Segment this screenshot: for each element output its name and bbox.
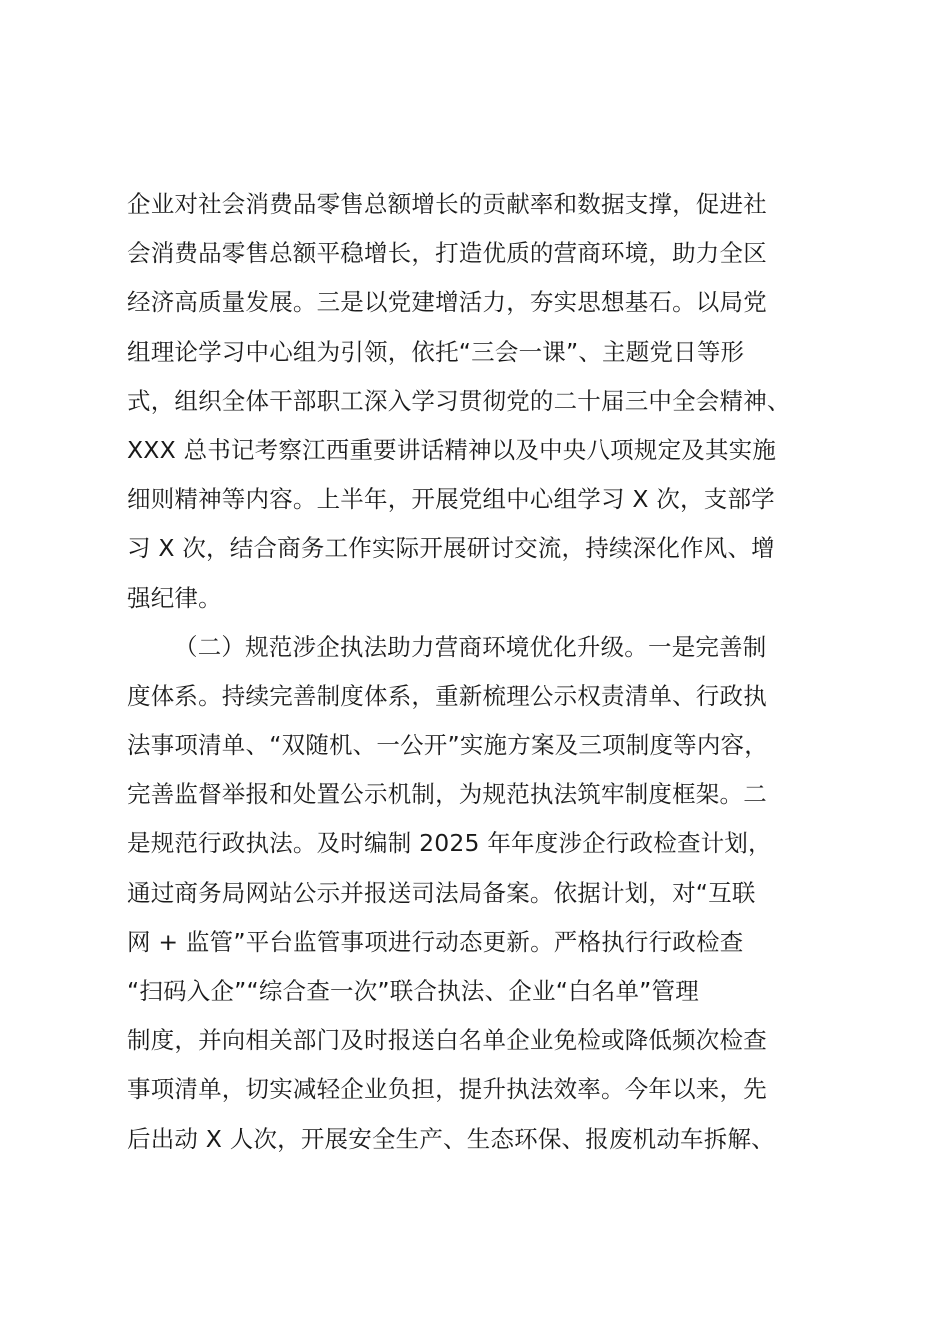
text-line: 强纪律。 bbox=[127, 583, 222, 612]
section-heading-line: （二）规范涉企执法助力营商环境优化升级。一是完善制 bbox=[174, 632, 767, 661]
text-line: 会消费品零售总额平稳增长，打造优质的营商环境，助力全区 bbox=[127, 239, 767, 268]
text-line: 组理论学习中心组为引领，依托“三会一课”、主题党日等形 bbox=[127, 337, 745, 366]
text-line: 经济高质量发展。三是以党建增活力，夯实思想基石。以局党 bbox=[127, 288, 767, 317]
text-line: “扫码入企”“综合查一次”联合执法、企业“白名单”管理 bbox=[127, 977, 699, 1005]
text-line: 通过商务局网站公示并报送司法局备案。依据计划，对“互联 bbox=[127, 878, 756, 907]
text-line: 式，组织全体干部职工深入学习贯彻党的二十届三中全会精神、 bbox=[127, 386, 791, 415]
text-line: 完善监督举报和处置公示机制，为规范执法筑牢制度框架。二 bbox=[127, 780, 767, 809]
text-line: 制度，并向相关部门及时报送白名单企业免检或降低频次检查 bbox=[127, 1026, 767, 1055]
text-line: 后出动 X 人次，开展安全生产、生态环保、报废机动车拆解、 bbox=[127, 1124, 775, 1153]
text-line: 是规范行政执法。及时编制 2025 年年度涉企行政检查计划， bbox=[127, 829, 772, 858]
text-line: 细则精神等内容。上半年，开展党组中心组学习 X 次，支部学 bbox=[127, 485, 775, 514]
text-line: 企业对社会消费品零售总额增长的贡献率和数据支撑，促进社 bbox=[127, 190, 767, 218]
body-text bbox=[127, 180, 857, 1164]
text-line: 法事项清单、“双随机、一公开”实施方案及三项制度等内容， bbox=[127, 731, 768, 760]
text-line: 度体系。持续完善制度体系，重新梳理公示权责清单、行政执 bbox=[127, 681, 767, 710]
text-line: 事项清单，切实减轻企业负担，提升执法效率。今年以来，先 bbox=[127, 1075, 767, 1104]
text-line: 网 + 监管”平台监管事项进行动态更新。严格执行行政检查 bbox=[127, 927, 744, 956]
text-line: 习 X 次，结合商务工作实际开展研讨交流，持续深化作风、增 bbox=[127, 534, 775, 563]
text-line: XXX 总书记考察江西重要讲话精神以及中央八项规定及其实施 bbox=[127, 435, 777, 464]
